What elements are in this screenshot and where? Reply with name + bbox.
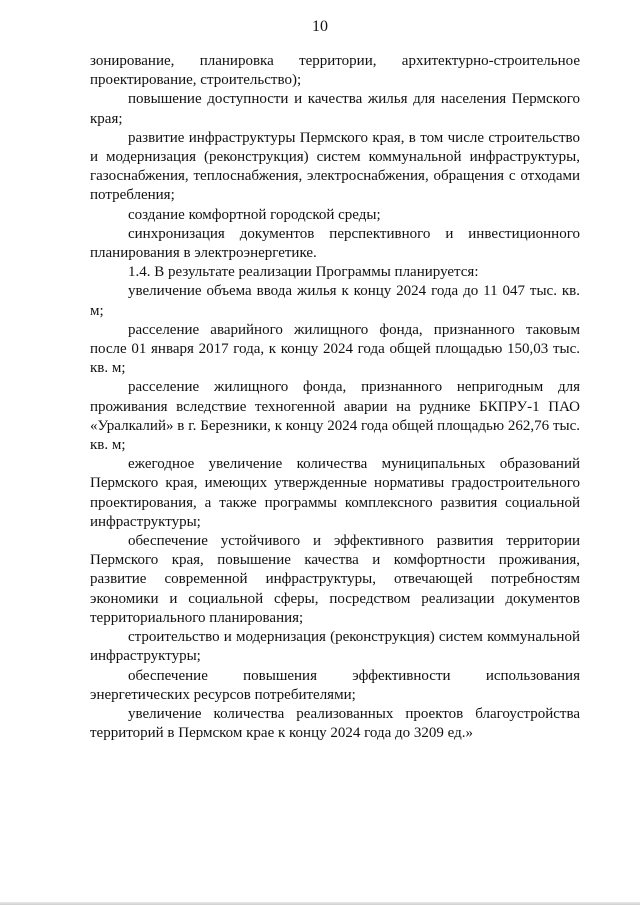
paragraph-zoning-continuation: зонирование, планировка территории, архитектурно-строительное проектирование, строительство); — [90, 53, 580, 89]
paragraph-energy-efficiency: обеспечение повышения эффективности использования энергетических ресурсов потребителями; — [90, 667, 580, 703]
document-body — [90, 52, 580, 743]
paragraph-housing-affordability: повышение доступности и качества жилья для населения Пермского края; — [90, 91, 580, 127]
paragraph-utility-modernization: строительство и модернизация (реконструкция) систем коммунальной инфраструктуры; — [90, 629, 580, 665]
paragraph-planning-synchronization: синхронизация документов перспективного и инвестиционного планирования в электроэнергетике. — [90, 225, 580, 262]
page-number: 10 — [312, 18, 328, 35]
paragraph-urban-environment: создание комфортной городской среды; — [128, 206, 381, 223]
paragraph-infrastructure-development: развитие инфраструктуры Пермского края, в том числе строительство и модернизация (реконструкция) систем коммунальной инфраструктуры, газоснабжения, теплоснабжения, электроснабжения, обращения с отходами потребления; — [90, 129, 580, 204]
paragraph-territorial-development: обеспечение устойчивого и эффективного развития территории Пермского края, повышение качества и комфортности проживания, развитие современной инфраструктуры, отвечающей потребностям экономики и социальной сферы, посредством реализации документов территориального планирования; — [90, 533, 580, 626]
paragraph-municipal-standards: ежегодное увеличение количества муниципальных образований Пермского края, имеющих утвержденные нормативы градостроительного проектирования, а также программы комплексного развития социальной инфраструктуры; — [90, 456, 580, 530]
paragraph-emergency-resettlement: расселение аварийного жилищного фонда, признанного таковым после 01 января 2017 года, к концу 2024 года общей площадью 150,03 тыс. кв. м; — [90, 321, 580, 377]
paragraph-housing-volume: увеличение объема ввода жилья к концу 2024 года до 11 047 тыс. кв. м; — [90, 283, 580, 319]
paragraph-landscaping-projects: увеличение количества реализованных проектов благоустройства территорий в Пермском крае к концу 2024 года до 3209 ед.» — [90, 705, 580, 742]
section-heading-1-4: 1.4. В результате реализации Программы планируется: — [128, 264, 479, 281]
paragraph-berezniki-resettlement: расселение жилищного фонда, признанного непригодным для проживания вследствие техногенной аварии на руднике БКПРУ-1 ПАО «Уралкалий» в г. Березники, к концу 2024 года общей площадью 262,76 тыс. кв. м; — [90, 379, 580, 454]
